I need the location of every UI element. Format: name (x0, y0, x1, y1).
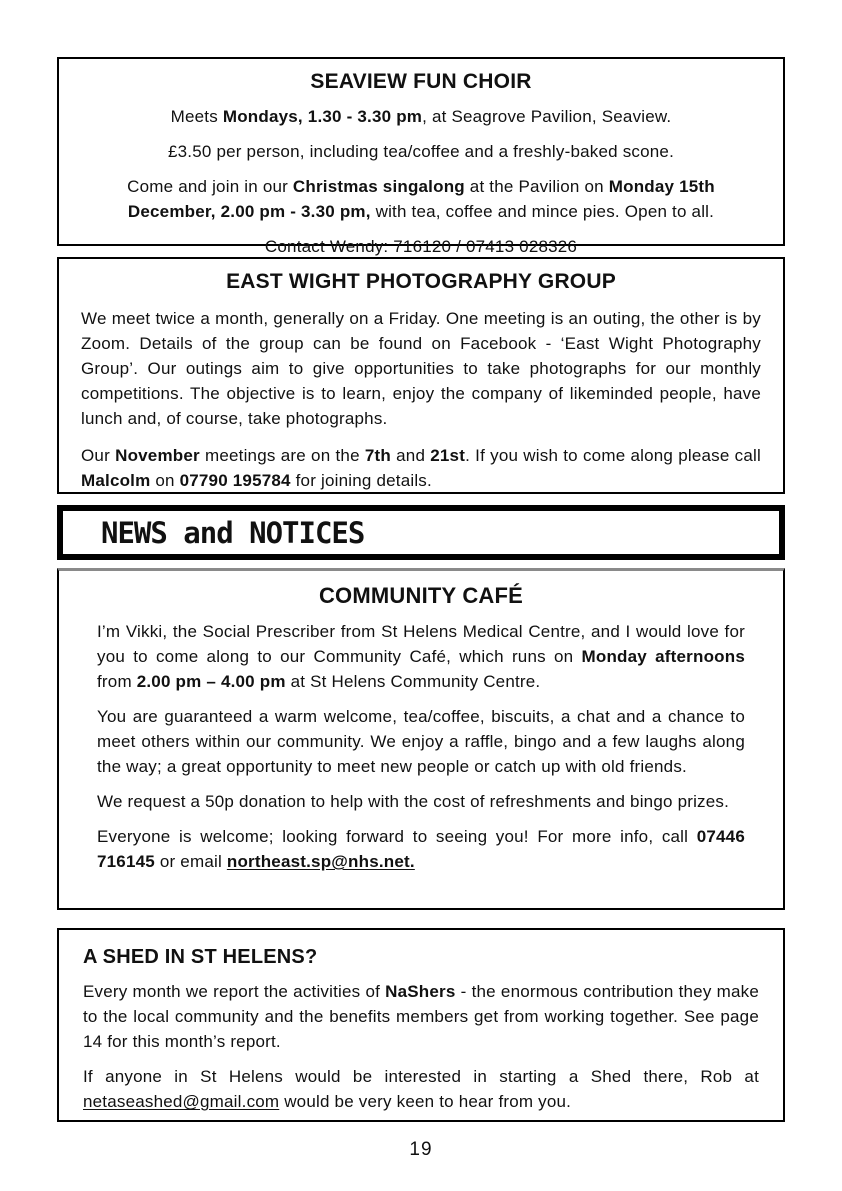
text-segment: , at Seagrove Pavilion, Seaview. (422, 107, 672, 126)
paragraph (97, 619, 745, 694)
text-segment: on (150, 471, 180, 490)
text-segment: We request a 50p donation to help with the cost of refreshments and bingo prizes. (97, 792, 730, 811)
text-segment: Monday 15th December, 2.00 pm - 3.30 pm, (127, 177, 715, 221)
section-east-wight-photography-group (57, 257, 785, 494)
phone-number: 07446 716145 (97, 827, 745, 871)
community-cafe-title: COMMUNITY CAFÉ (318, 583, 524, 608)
text-segment: from (97, 672, 137, 691)
paragraph (81, 306, 761, 431)
text-segment: Come and join in our (127, 177, 293, 196)
text-segment: If anyone in St Helens would be interested in starting a Shed there, Rob at (83, 1067, 759, 1086)
text-segment: Christmas singalong (292, 177, 465, 196)
text-segment: Monday afternoons (581, 647, 745, 666)
text-segment: would be very keen to hear from you. (279, 1092, 572, 1111)
text-segment: with tea, coffee and mince pies. Open to all. (370, 202, 715, 221)
text-segment: - the enormous contribution they make to the local community and the benefits members get from working together. See page 14 for this month’s report. (83, 982, 760, 1051)
text-segment: or email (154, 852, 227, 871)
phone-number: 716120 / 07413 028326 (393, 237, 578, 256)
paragraph (81, 139, 761, 164)
photography-group-body (81, 306, 761, 493)
seaview-fun-choir-title: SEAVIEW FUN CHOIR (310, 70, 532, 93)
news-and-notices-heading: NEWS and NOTICES (101, 515, 365, 550)
photography-group-title: EAST WIGHT PHOTOGRAPHY GROUP (226, 270, 616, 293)
text-segment: and (390, 446, 431, 465)
text-segment: Every month we report the activities of (83, 982, 386, 1001)
text-segment: November (115, 446, 200, 465)
text-segment: Our (81, 446, 116, 465)
paragraph (83, 1064, 759, 1114)
paragraph (83, 979, 759, 1054)
text-segment: Meets (170, 107, 223, 126)
text-segment: meetings are on the (199, 446, 365, 465)
section-seaview-fun-choir (57, 57, 785, 256)
paragraph (81, 234, 761, 259)
text-segment: for joining details. (290, 471, 432, 490)
text-segment: . If you wish to come along please call (465, 446, 761, 465)
paragraph (81, 104, 761, 129)
text-segment: You are guaranteed a warm welcome, tea/coffee, biscuits, a chat and a chance to meet others within our community. We enjoy a raffle, bingo and a few laughs along the way; a great opportunity to meet new people or catch up with old friends. (97, 707, 745, 776)
text-segment: at St Helens Community Centre. (285, 672, 541, 691)
text-segment: NaShers (385, 982, 456, 1001)
text-segment: at the Pavilion on (464, 177, 609, 196)
shed-in-st-helens-body (83, 979, 759, 1114)
text-segment: 2.00 pm – 4.00 pm (136, 672, 286, 691)
page-number: 19 (409, 1139, 433, 1160)
text-segment: Everyone is welcome; looking forward to seeing you! For more info, call (97, 827, 697, 846)
text-segment: Malcolm (81, 471, 151, 490)
text-segment: £3.50 per person, including tea/coffee and a freshly-baked scone. (167, 142, 675, 161)
shed-in-st-helens-title: A SHED IN ST HELENS? (83, 946, 318, 968)
text-segment: We meet twice a month, generally on a Friday. One meeting is an outing, the other is by Zoom. Details of the group can be found on Facebook - ‘East Wight Photography Group’. Our outings aim to give opportunities to take photographs for our monthly competitions. The objective is to learn, enjoy the company of likeminded people, have lunch and, of course, take photographs. (81, 309, 761, 428)
paragraph (81, 174, 761, 224)
paragraph (97, 789, 745, 814)
seaview-fun-choir-body (81, 104, 761, 259)
text-segment: Mondays, 1.30 - 3.30 pm (222, 107, 423, 126)
paragraph (97, 704, 745, 779)
paragraph (81, 443, 761, 493)
section-shed-in-st-helens (57, 928, 785, 1122)
paragraph (97, 824, 745, 874)
section-community-cafe (57, 568, 785, 910)
email-address: netaseashed@gmail.com (83, 1092, 280, 1111)
phone-number: 07790 195784 (179, 471, 291, 490)
email-address: northeast.sp@nhs.net. (226, 852, 415, 871)
text-segment: 21st (430, 446, 466, 465)
text-segment: Contact Wendy: (264, 237, 394, 256)
community-cafe-body (97, 619, 745, 874)
text-segment: I’m Vikki, the Social Prescriber from St Helens Medical Centre, and I would love for you to come along to our Community Café, which runs on (97, 622, 745, 666)
text-segment: 7th (364, 446, 391, 465)
page-content (57, 57, 785, 1161)
section-news-and-notices-banner (57, 505, 785, 560)
